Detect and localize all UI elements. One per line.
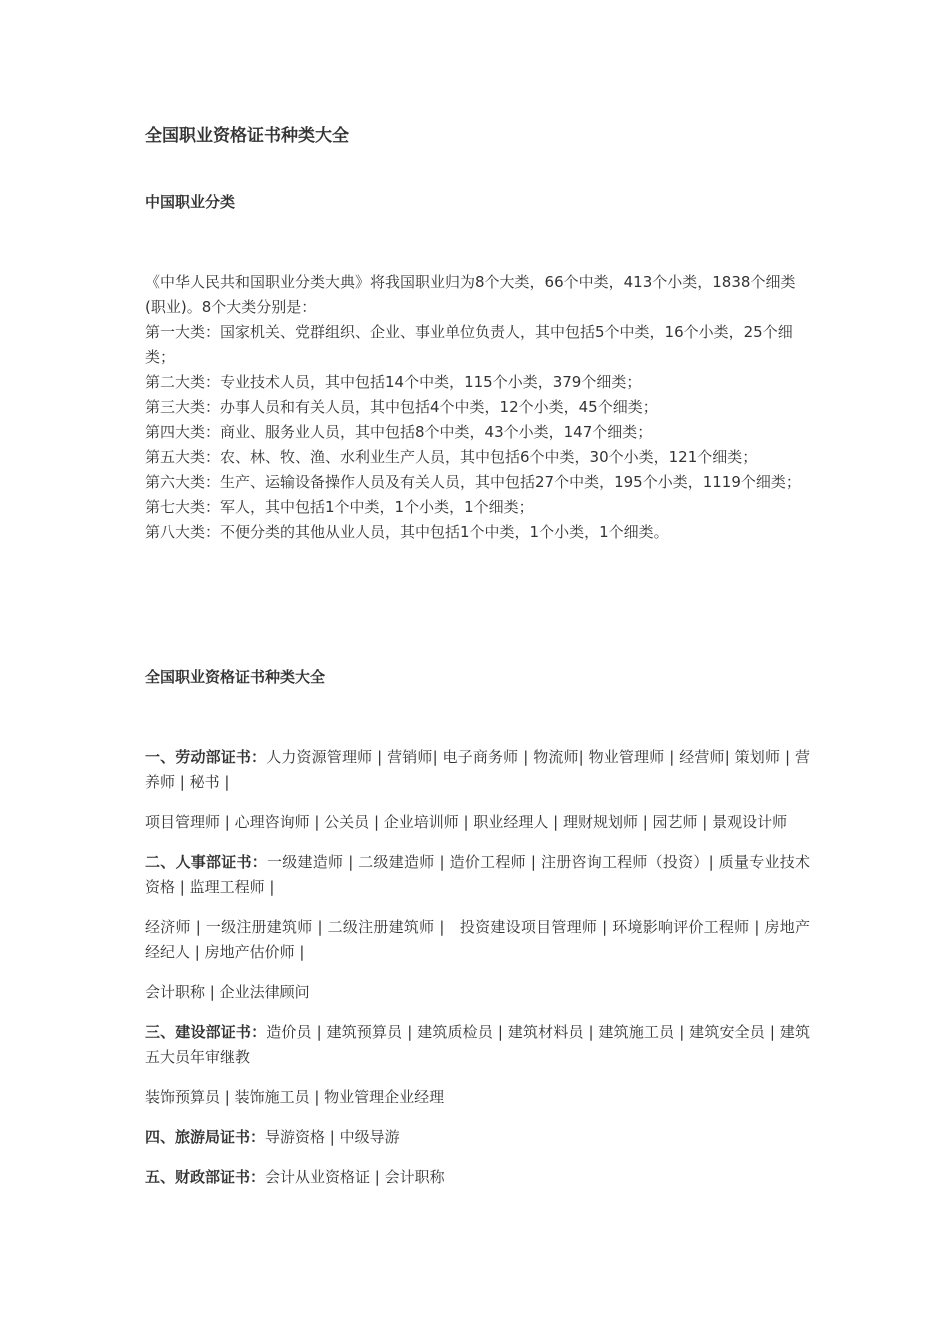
cert-list: 会计职称 | 企业法律顾问 <box>145 983 310 1001</box>
intro-line: 《中华人民共和国职业分类大典》将我国职业归为8个大类，66个中类，413个小类，1838个细类(职业)。8个大类分别是： <box>145 273 796 316</box>
cert-paragraph <box>145 980 810 1005</box>
cert-list: 人力资源管理师 | 营销师| 电子商务师 | 物流师| 物业管理师 | 经营师| 策划师 | 营养师 | 秘书 | <box>145 748 810 791</box>
cert-category-label: 四、旅游局证书： <box>145 1128 266 1146</box>
cert-paragraph <box>145 915 810 965</box>
document-title: 全国职业资格证书种类大全 <box>145 126 349 146</box>
cert-paragraph <box>145 1125 810 1150</box>
cert-list: 导游资格 | 中级导游 <box>265 1128 400 1146</box>
cert-paragraph <box>145 810 810 835</box>
certs-heading: 全国职业资格证书种类大全 <box>145 668 326 686</box>
intro-line: 第四大类：商业、服务业人员，其中包括8个中类，43个小类，147个细类； <box>145 423 653 441</box>
cert-list: 会计从业资格证 | 会计职称 <box>265 1168 445 1186</box>
cert-paragraph <box>145 745 810 795</box>
intro-line: 第一大类：国家机关、党群组织、企业、事业单位负责人，其中包括5个中类，16个小类，25个细类； <box>145 323 793 366</box>
intro-line: 第二大类：专业技术人员，其中包括14个中类，115个小类，379个细类； <box>145 373 642 391</box>
cert-category-label: 三、建设部证书： <box>145 1023 267 1041</box>
cert-paragraph <box>145 850 810 900</box>
intro-line: 第六大类：生产、运输设备操作人员及有关人员，其中包括27个中类，195个小类，1119个细类； <box>145 473 801 491</box>
intro-line: 第七大类：军人，其中包括1个中类，1个小类，1个细类； <box>145 498 534 516</box>
cert-list: 造价员 | 建筑预算员 | 建筑质检员 | 建筑材料员 | 建筑施工员 | 建筑安全员 | 建筑五大员年审继教 <box>145 1023 810 1066</box>
intro-line: 第三大类：办事人员和有关人员，其中包括4个中类，12个小类，45个细类； <box>145 398 658 416</box>
cert-paragraph <box>145 1165 810 1190</box>
cert-list: 经济师 | 一级注册建筑师 | 二级注册建筑师 | 投资建设项目管理师 | 环境影响评价工程师 | 房地产经纪人 | 房地产估价师 | <box>145 918 810 961</box>
cert-paragraph <box>145 1085 810 1110</box>
cert-list: 项目管理师 | 心理咨询师 | 公关员 | 企业培训师 | 职业经理人 | 理财规划师 | 园艺师 | 景观设计师 <box>145 813 788 831</box>
certs-block <box>145 745 810 1205</box>
section-heading: 中国职业分类 <box>145 193 236 211</box>
intro-line: 第五大类：农、林、牧、渔、水利业生产人员，其中包括6个中类，30个小类，121个细类； <box>145 448 758 466</box>
cert-list: 装饰预算员 | 装饰施工员 | 物业管理企业经理 <box>145 1088 445 1106</box>
cert-category-label: 二、人事部证书： <box>145 853 267 871</box>
cert-paragraph <box>145 1020 810 1070</box>
cert-category-label: 一、劳动部证书： <box>145 748 267 766</box>
intro-block <box>145 270 810 545</box>
cert-list: 一级建造师 | 二级建造师 | 造价工程师 | 注册咨询工程师（投资）| 质量专业技术资格 | 监理工程师 | <box>145 853 810 896</box>
cert-category-label: 五、财政部证书： <box>145 1168 266 1186</box>
intro-line: 第八大类：不便分类的其他从业人员，其中包括1个中类，1个小类，1个细类。 <box>145 523 669 541</box>
